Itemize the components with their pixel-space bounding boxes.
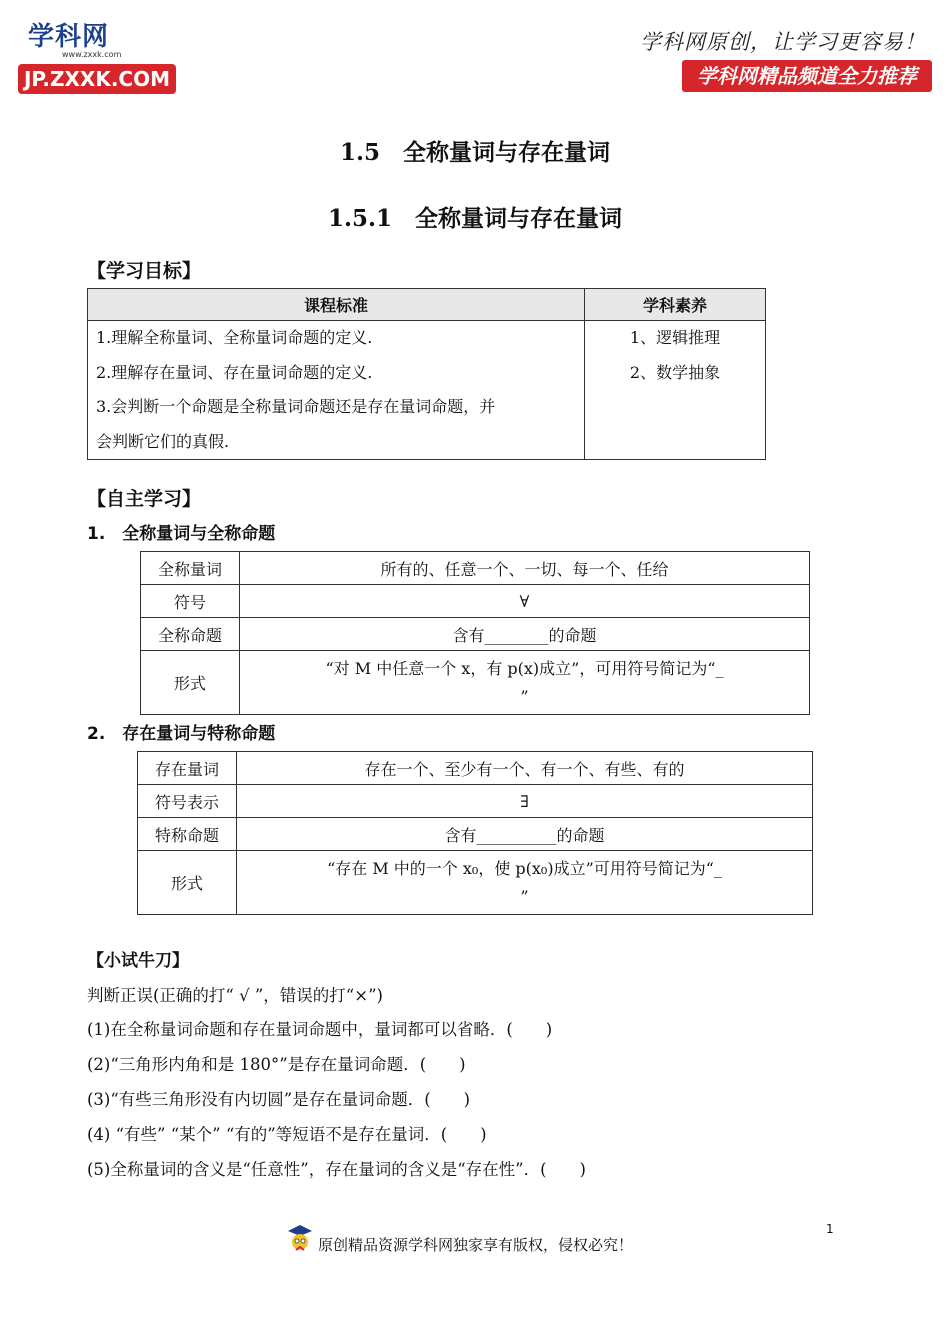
row-head: 全称命题 <box>141 618 240 651</box>
universal-quantifier-table <box>140 551 810 715</box>
exercise-item: (5)全称量词的含义是“任意性”，存在量词的含义是“存在性”．( ) <box>87 1160 586 1179</box>
row-head: 符号 <box>141 585 240 618</box>
exercise-item: (1)在全称量词命题和存在量词命题中，量词都可以省略．( ) <box>87 1020 553 1039</box>
section-try-heading: 【小试牛刀】 <box>87 951 189 971</box>
existential-quantifier-table <box>137 751 813 915</box>
logo-url-badge: JP.ZXXK.COM <box>18 64 176 94</box>
exercise-item: (3)“有些三角形没有内切圆”是存在量词命题．( ) <box>87 1090 471 1109</box>
literacy-item: 1、逻辑推理 <box>629 328 721 347</box>
page-number: 1 <box>826 1222 834 1236</box>
row-value: 存在一个、至少有一个、有一个、有些、有的 <box>237 752 813 785</box>
row-value: 含有__________的命题 <box>237 818 813 851</box>
standard-item: 1.理解全称量词、全称量词命题的定义. <box>96 328 373 347</box>
row-head: 形式 <box>141 651 240 715</box>
row-value <box>240 651 810 715</box>
existential-quantifier-heading: 2. 存在量词与特称命题 <box>87 724 276 744</box>
row-value: ∀ <box>240 585 810 618</box>
goals-col-literacy: 学科素养 <box>585 289 766 321</box>
logo-small-url: www.zxxk.com <box>62 50 122 59</box>
standards-cell <box>88 321 585 460</box>
exercise-item: (2)“三角形内角和是 180°”是存在量词命题．( ) <box>87 1055 466 1074</box>
recommend-banner: 学科网精品频道全力推荐 <box>682 60 932 92</box>
standard-item: 2.理解存在量词、存在量词命题的定义. <box>96 362 373 382</box>
row-head: 全称量词 <box>141 552 240 585</box>
row-head: 形式 <box>138 851 237 915</box>
logo-text: 学科网 <box>28 22 110 52</box>
row-head: 符号表示 <box>138 785 237 818</box>
row-value <box>237 851 813 915</box>
exercise-item: (4) “有些” “某个” “有的”等短语不是存在量词．( ) <box>87 1125 487 1144</box>
form-line-end: ” <box>520 886 529 906</box>
row-value: 含有________的命题 <box>240 618 810 651</box>
goals-col-standards: 课程标准 <box>88 289 585 321</box>
mascot-icon <box>284 1222 316 1254</box>
literacy-cell <box>585 321 766 460</box>
exercise-instructions: 判断正误(正确的打“ √ ”，错误的打“×”) <box>87 986 383 1005</box>
form-line: “存在 M 中的一个 x₀，使 p(x₀)成立”可用符号简记为“_ <box>327 858 722 878</box>
form-line: “对 M 中任意一个 x，有 p(x)成立”，可用符号简记为“_ <box>325 658 724 678</box>
slogan: 学科网原创，让学习更容易！ <box>640 30 926 54</box>
section-goals-heading: 【学习目标】 <box>87 260 202 282</box>
row-head: 存在量词 <box>138 752 237 785</box>
literacy-item: 2、数学抽象 <box>629 362 721 382</box>
goals-table <box>87 288 766 460</box>
universal-quantifier-heading: 1. 全称量词与全称命题 <box>87 524 276 544</box>
form-line-end: ” <box>520 686 529 706</box>
row-head: 特称命题 <box>138 818 237 851</box>
row-value: 所有的、任意一个、一切、每一个、任给 <box>240 552 810 585</box>
standard-item: 会判断它们的真假. <box>96 431 230 451</box>
section-self-study-heading: 【自主学习】 <box>87 488 202 510</box>
standard-item: 3.会判断一个命题是全称量词命题还是存在量词命题，并 <box>96 397 496 416</box>
row-value: ∃ <box>237 785 813 818</box>
page-subtitle: 1.5.1 全称量词与存在量词 <box>327 205 623 232</box>
copyright-notice: 原创精品资源学科网独家享有版权，侵权必究！ <box>318 1236 634 1254</box>
page-title: 1.5 全称量词与存在量词 <box>339 139 610 166</box>
